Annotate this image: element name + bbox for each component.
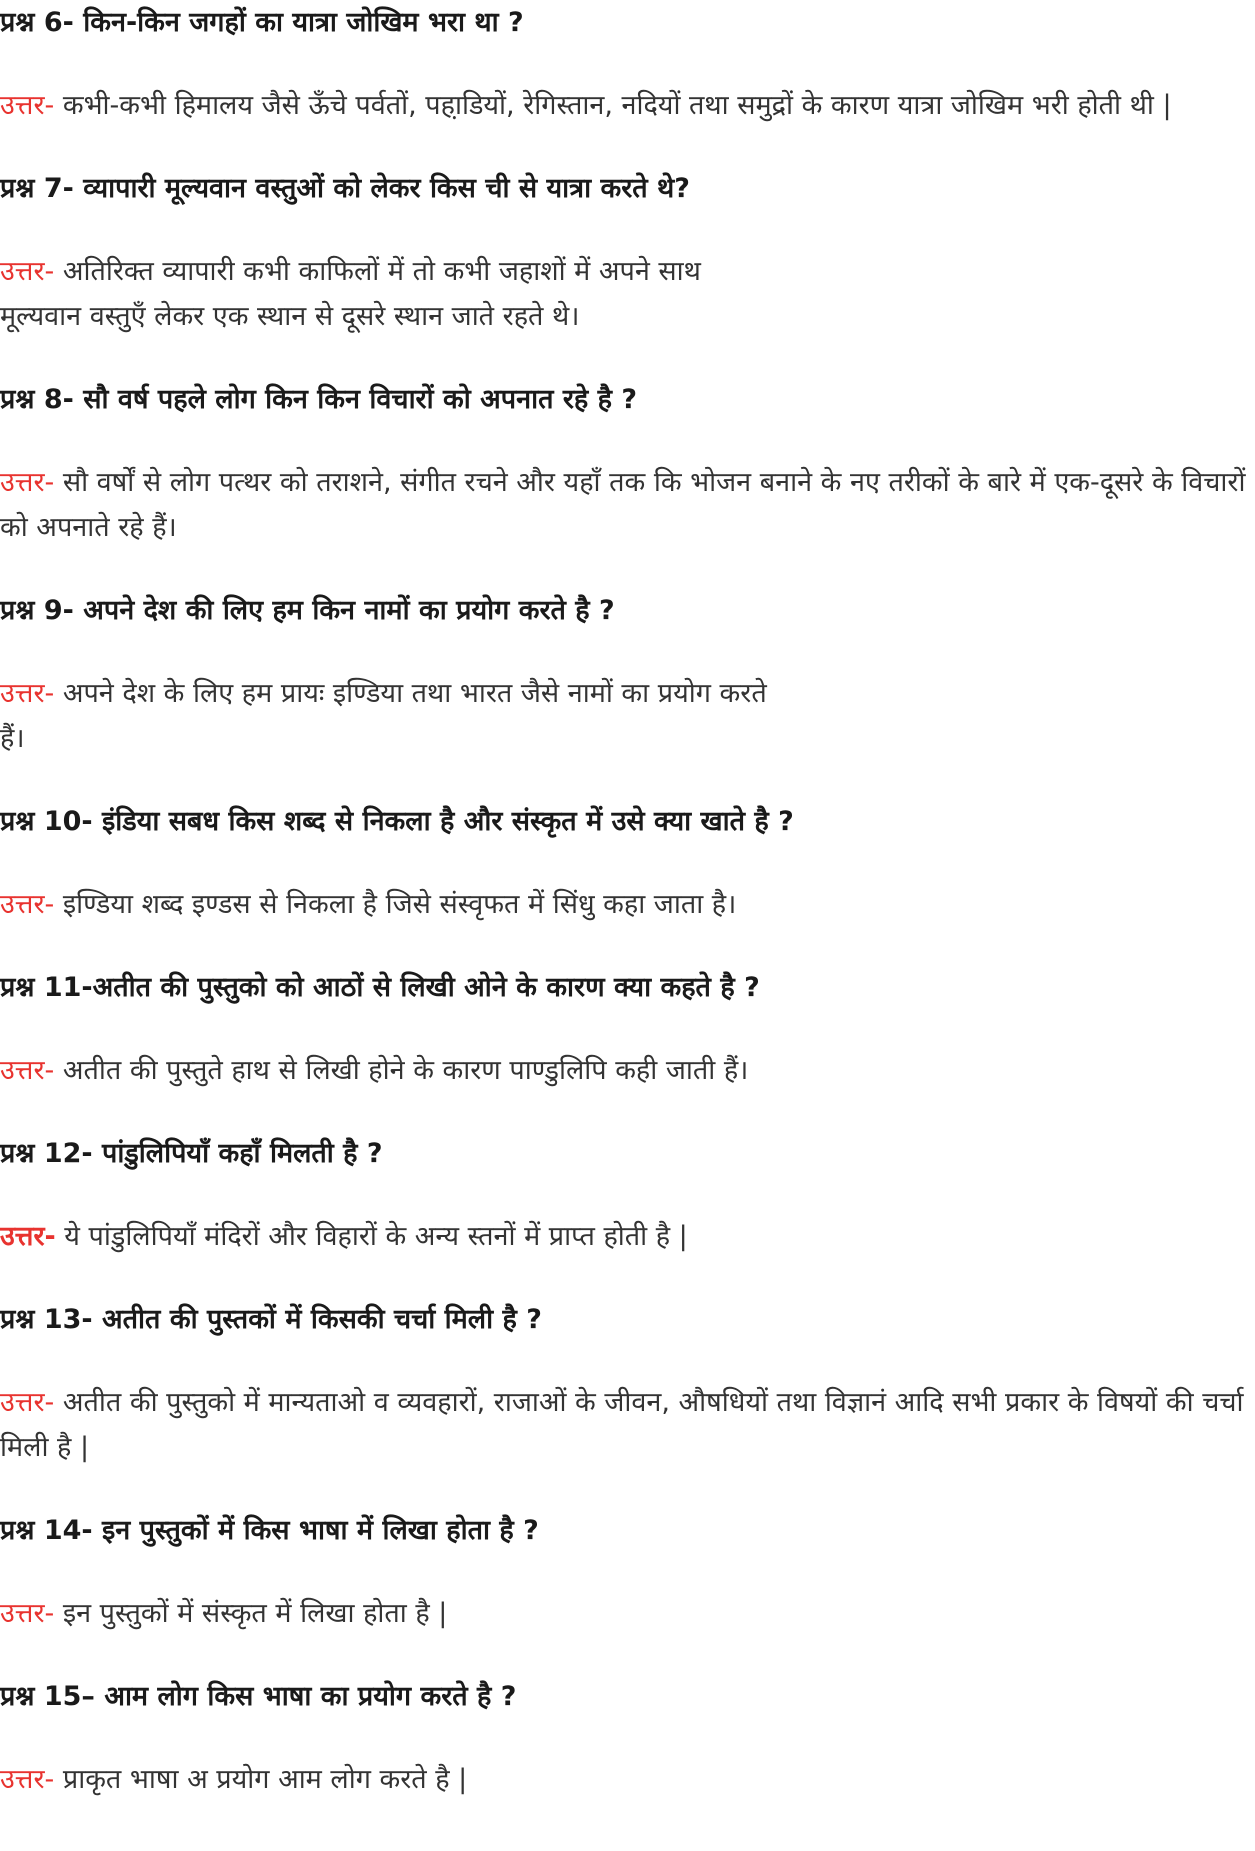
answer-label: उत्तर- (0, 1055, 55, 1086)
answer-label: उत्तर- (0, 1598, 55, 1629)
answer-text: सौ वर्षों से लोग पत्थर को तराशने, संगीत रचने और यहाँ तक कि भोजन बनाने के नए तरीकों के बारे में एक-दूसरे के विचारों को अपनाते रहे हैं। (0, 467, 1246, 543)
answer-label: उत्तर- (0, 90, 55, 121)
answer-label: उत्तर- (0, 1221, 56, 1252)
answer-paragraph (0, 1380, 1255, 1470)
answer-text-line2: मूल्यवान वस्तुएँ लेकर एक स्थान से दूसरे स्थान जाते रहते थे। (0, 301, 580, 332)
answer-paragraph (0, 460, 1255, 550)
answer-text: इन पुस्तुकों में संस्कृत में लिखा होता है | (62, 1598, 448, 1629)
answer-label: उत्तर- (0, 889, 55, 920)
answer-label: उत्तर- (0, 1387, 55, 1418)
question-heading: प्रश्न 6- किन-किन जगहों का यात्रा जोखिम भरा था ? (0, 7, 524, 38)
answer-text-line2: हैं। (0, 723, 25, 754)
answer-paragraph (0, 1757, 1255, 1802)
answer-label: उत्तर- (0, 1764, 55, 1795)
answer-text: ये पांडुलिपियाँ मंदिरों और विहारों के अन्य स्तनों में प्राप्त होती है | (64, 1221, 688, 1252)
answer-label: उत्तर- (0, 256, 55, 287)
question-heading: प्रश्न 15– आम लोग किस भाषा का प्रयोग करते है ? (0, 1681, 517, 1712)
answer-paragraph (0, 1048, 1255, 1093)
answer-paragraph (0, 1591, 1255, 1636)
question-heading: प्रश्न 11-अतीत की पुस्तुको को आठों से लिखी ओने के कारण क्या कहते है ? (0, 972, 760, 1003)
answer-paragraph (0, 882, 1255, 927)
question-heading: प्रश्न 10- इंडिया सबध किस शब्द से निकला है और संस्कृत में उसे क्या खाते है ? (0, 806, 794, 837)
answer-paragraph (0, 249, 1255, 339)
answer-text: इण्डिया शब्द इण्डस से निकला है जिसे संस्वृफत में सिंधु कहा जाता है। (62, 889, 737, 920)
question-heading: प्रश्न 13- अतीत की पुस्तकों में किसकी चर्चा मिली है ? (0, 1304, 542, 1335)
answer-text: प्राकृत भाषा अ प्रयोग आम लोग करते है | (62, 1764, 468, 1795)
answer-paragraph (0, 83, 1255, 128)
answer-text: अतिरिक्त व्यापारी कभी काफिलों में तो कभी जहाशों में अपने साथ (62, 256, 701, 287)
answer-text: अपने देश के लिए हम प्रायः इण्डिया तथा भारत जैसे नामों का प्रयोग करते (62, 678, 767, 709)
answer-label: उत्तर- (0, 678, 55, 709)
answer-text: अतीत की पुस्तुको में मान्यताओ व व्यवहारों, राजाओं के जीवन, औषधियों तथा विज्ञानं आदि सभी प्रकार के विषयों की चर्चा मिली है | (0, 1387, 1244, 1463)
answer-text: अतीत की पुस्तुते हाथ से लिखी होने के कारण पाण्डुलिपि कही जाती हैं। (62, 1055, 749, 1086)
question-heading: प्रश्न 7- व्यापारी मूल्यवान वस्तुओं को लेकर किस ची से यात्रा करते थे? (0, 173, 690, 204)
question-heading: प्रश्न 9- अपने देश की लिए हम किन नामों का प्रयोग करते है ? (0, 595, 615, 626)
answer-paragraph (0, 1214, 1255, 1259)
question-heading: प्रश्न 14- इन पुस्तुकों में किस भाषा में लिखा होता है ? (0, 1515, 539, 1546)
question-heading: प्रश्न 8- सौ वर्ष पहले लोग किन किन विचारों को अपनात रहे है ? (0, 384, 638, 415)
answer-text: कभी-कभी हिमालय जैसे ऊँचे पर्वतों, पहा़डियों, रेगिस्तान, नदियों तथा समुद्रों के कारण यात्रा जोखिम भरी होती थी | (62, 90, 1172, 121)
answer-paragraph (0, 671, 1255, 761)
answer-label: उत्तर- (0, 467, 55, 498)
question-heading: प्रश्न 12- पांडुलिपियाँ कहाँ मिलती है ? (0, 1138, 383, 1169)
